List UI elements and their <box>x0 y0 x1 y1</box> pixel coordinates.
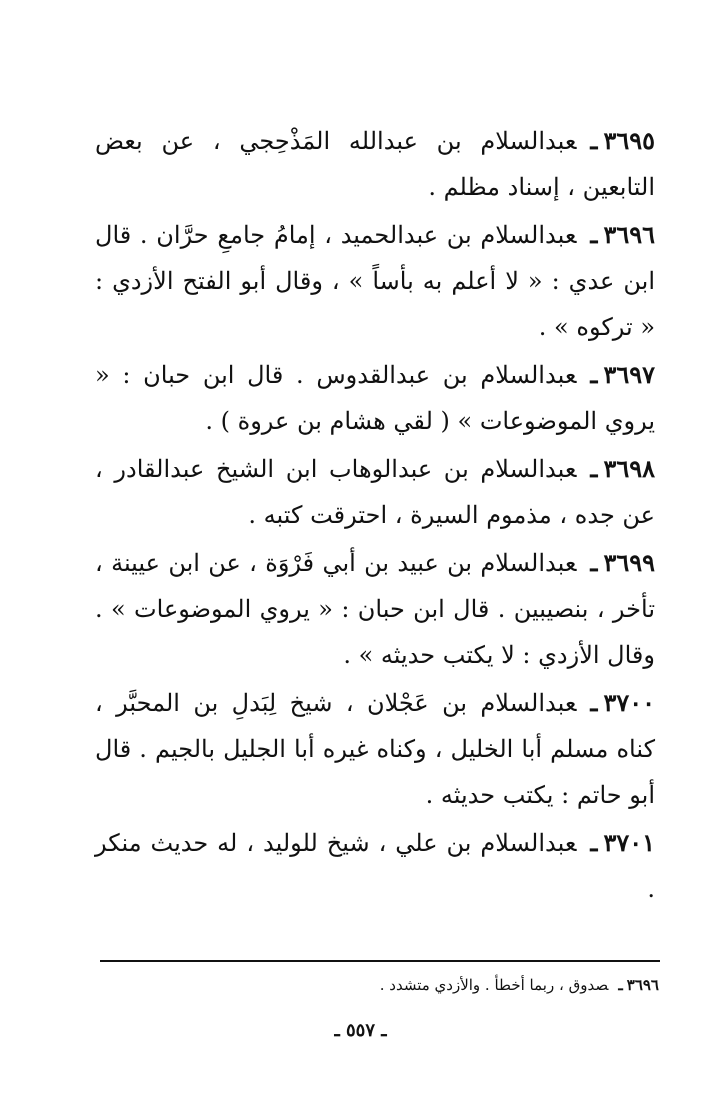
entry-text: عبدالسلام بن عبدالله المَذْحِجي ، عن بعض التابعين ، إسناد مظلم . <box>95 127 655 201</box>
entry-3697 <box>95 352 655 444</box>
entry-3698 <box>95 446 655 538</box>
entry-3696 <box>95 212 655 350</box>
footnote-number: ٣٦٩٦ <box>626 976 659 994</box>
entry-number: ٣٦٩٧ <box>603 360 655 389</box>
entry-number: ٣٦٩٥ <box>603 126 655 155</box>
entry-dash: ـ <box>590 360 598 389</box>
entry-dash: ـ <box>590 454 598 483</box>
footnote-divider <box>100 960 660 962</box>
entry-3700 <box>95 680 655 818</box>
entry-text: عبدالسلام بن عبدالقدوس . قال ابن حبان : « يروي الموضوعات » ( لقي هشام بن عروة ) . <box>95 361 655 435</box>
entry-text: عبدالسلام بن عَجْلان ، شيخ لِبَدلِ بن المحبَّر ، كناه مسلم أبا الخليل ، وكناه غيره أبا الجليل بالجيم . قال أبو حاتم : يكتب حديثه . <box>95 689 655 809</box>
entry-dash: ـ <box>590 548 598 577</box>
entry-number: ٣٦٩٩ <box>603 548 655 577</box>
footnote <box>99 972 659 998</box>
entry-3695 <box>95 118 655 210</box>
entry-number: ٣٧٠١ <box>603 828 655 857</box>
entry-text: عبدالسلام بن عبدالحميد ، إمامُ جامعِ حرَّان . قال ابن عدي : « لا أعلم به بأساً » ، وقال أبو الفتح الأزدي : « تركوه » . <box>95 221 655 341</box>
entry-text: عبدالسلام بن عبيد بن أبي فَرْوَة ، عن ابن عيينة ، تأخر ، بنصيبين . قال ابن حبان : « يروي الموضوعات » . وقال الأزدي : لا يكتب حديثه » . <box>95 549 655 669</box>
footnote-text: صدوق ، ربما أخطأ . والأزدي متشدد . <box>379 976 609 994</box>
footnote-dash: ـ <box>618 976 623 994</box>
entry-number: ٣٦٩٦ <box>603 220 655 249</box>
entry-dash: ـ <box>590 220 598 249</box>
entry-3701 <box>95 820 655 912</box>
entry-number: ٣٦٩٨ <box>603 454 655 483</box>
entry-text: عبدالسلام بن عبدالوهاب ابن الشيخ عبدالقادر ، عن جده ، مذموم السيرة ، احترقت كتبه . <box>95 455 655 529</box>
main-text <box>95 118 655 914</box>
entry-3699 <box>95 540 655 678</box>
entry-dash: ـ <box>590 828 598 857</box>
page-number: ـ ٥٥٧ ـ <box>334 1020 387 1041</box>
entry-dash: ـ <box>590 126 598 155</box>
entry-text: عبدالسلام بن علي ، شيخ للوليد ، له حديث منكر . <box>95 829 655 903</box>
entry-number: ٣٧٠٠ <box>603 688 655 717</box>
entry-dash: ـ <box>590 688 598 717</box>
